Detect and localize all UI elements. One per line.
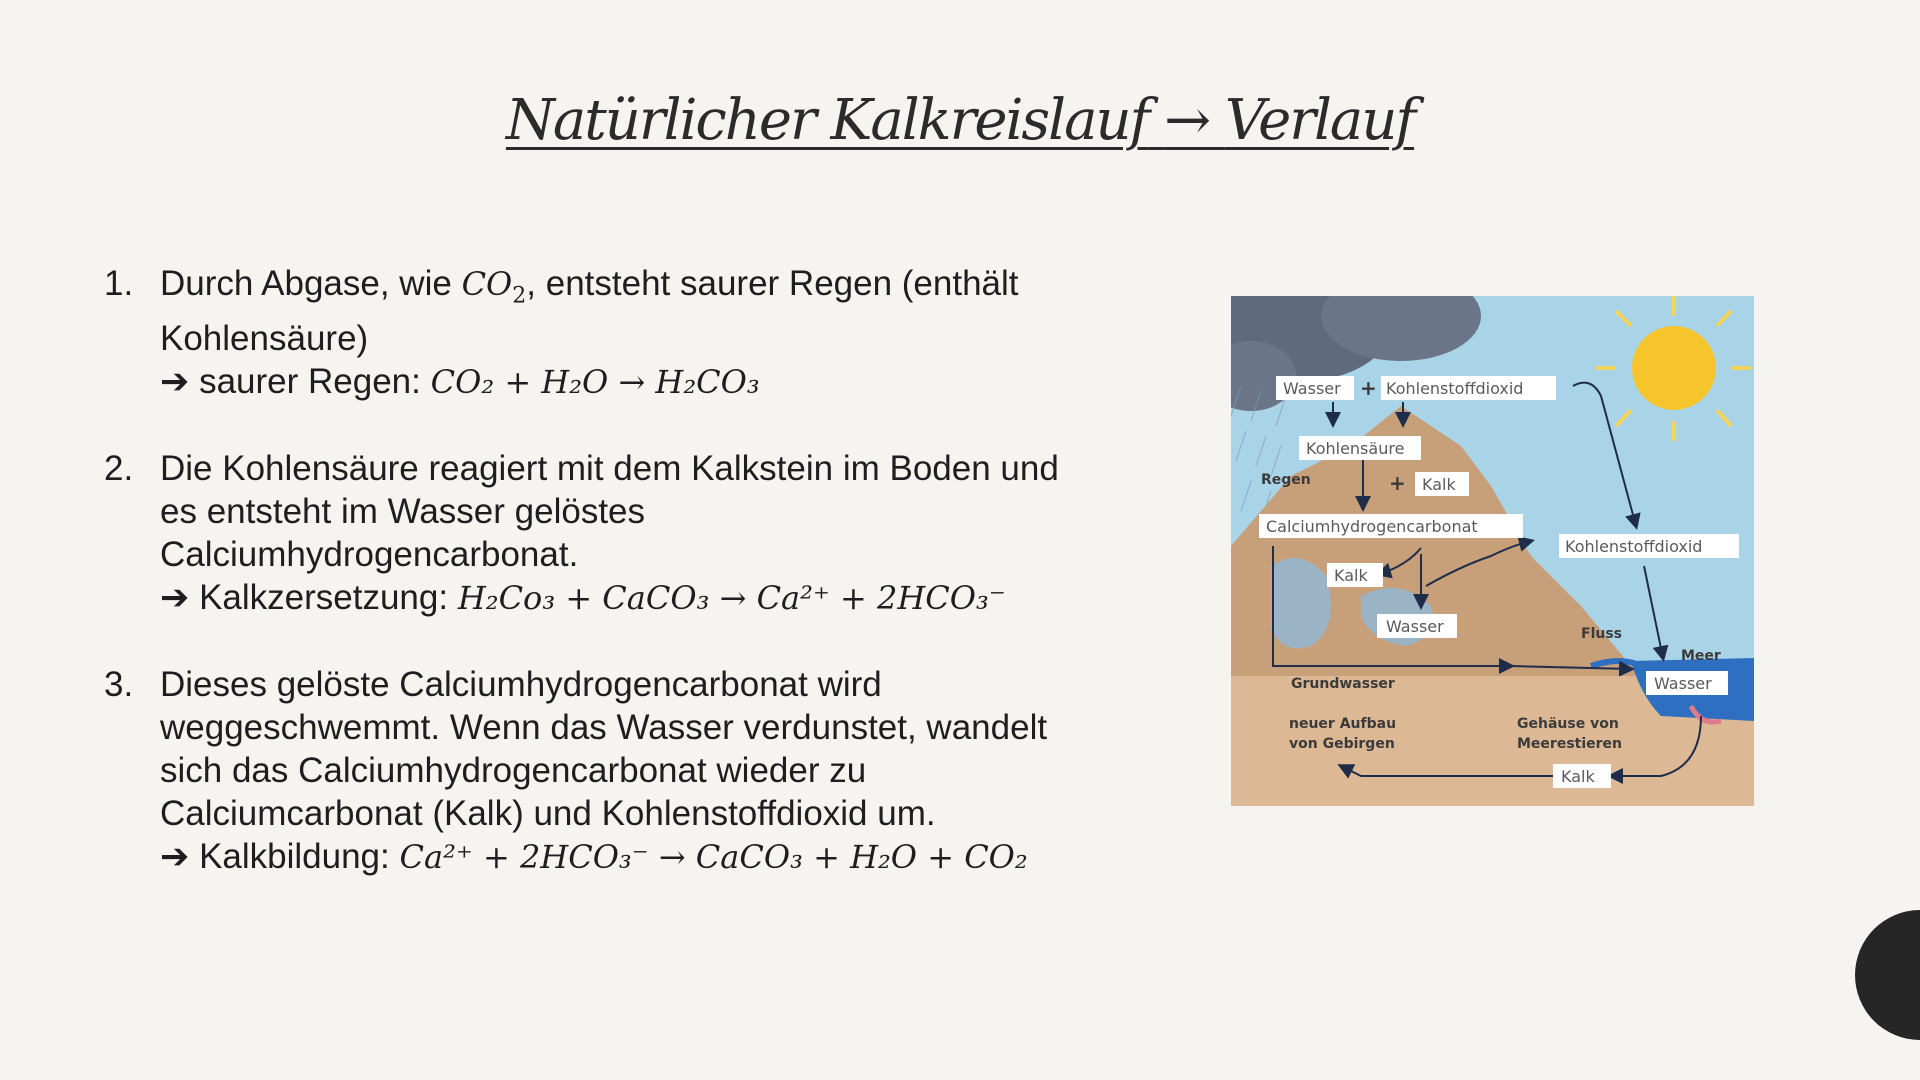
label-kalk: Kalk (1422, 475, 1456, 494)
title-suffix: Verlauf (1224, 88, 1415, 153)
reaction-label: saurer Regen: (199, 362, 421, 402)
label-fluss: Fluss (1581, 626, 1622, 642)
item-number: 3. (104, 665, 134, 705)
item-text: Dieses gelöste Calciumhydrogencarbonat wird weggeschwemmt. Wenn das Wasser verdunstet, wandelt sich das Calciumhydrogencarbonat wieder zu Calciumcarbonat (Kalk) und Kohlenstoffdioxid um. (160, 665, 1048, 834)
reaction-equation: CO₂ + H₂O → H₂CO₃ (430, 363, 760, 402)
numbered-list (104, 262, 1064, 922)
item-number: 2. (104, 449, 134, 489)
label-neuer-aufbau: neuer Aufbau (1289, 716, 1397, 732)
inline-formula: $CO_2$ (461, 265, 527, 309)
item-text: Durch Abgase, wie $CO_2$, entsteht saurer Regen (enthält Kohlensäure) (160, 264, 1019, 359)
page-title (0, 88, 1920, 153)
title-text: Natürlicher Kalkreislauf (505, 88, 1149, 153)
reaction-line (160, 360, 1064, 404)
arrow-icon: ➔ (160, 578, 190, 618)
label-meer: Meer (1681, 648, 1721, 664)
list-item (104, 663, 1064, 879)
page-nav-circle[interactable] (1855, 910, 1920, 1040)
label-kohlensaeure: Kohlensäure (1306, 439, 1405, 458)
list-item (104, 447, 1064, 620)
svg-text:+: + (1360, 376, 1377, 400)
label-gehaeuse: Gehäuse von (1517, 716, 1619, 732)
label-wasser: Wasser (1283, 379, 1341, 398)
list-item (104, 262, 1064, 404)
lime-cycle-diagram (1231, 296, 1754, 806)
label-wasser: Wasser (1654, 674, 1712, 693)
label-kalk: Kalk (1561, 767, 1595, 786)
label-regen: Regen (1261, 472, 1311, 488)
label-meerestieren: Meerestieren (1517, 736, 1623, 752)
label-calciumhydrogencarbonat: Calciumhydrogencarbonat (1266, 517, 1478, 536)
item-text: Die Kohlensäure reagiert mit dem Kalkstein im Boden und es entsteht im Wasser gelöstes Calciumhydrogencarbonat. (160, 449, 1059, 575)
label-kohlenstoffdioxid: Kohlenstoffdioxid (1386, 379, 1524, 398)
reaction-label: Kalkbildung: (199, 837, 390, 877)
label-kohlenstoffdioxid: Kohlenstoffdioxid (1565, 537, 1703, 556)
svg-text:+: + (1389, 471, 1406, 495)
title-arrow: → (1164, 88, 1209, 153)
reaction-equation: H₂Co₃ + CaCO₃ → Ca²⁺ + 2HCO₃⁻ (457, 579, 1006, 618)
label-grundwasser: Grundwasser (1291, 676, 1395, 692)
arrow-icon: ➔ (160, 837, 190, 877)
reaction-label: Kalkzersetzung: (199, 578, 449, 618)
label-kalk: Kalk (1334, 566, 1368, 585)
arrow-icon: ➔ (160, 362, 190, 402)
label-wasser: Wasser (1386, 617, 1444, 636)
reaction-line (160, 576, 1064, 620)
item-number: 1. (104, 264, 134, 303)
reaction-line (160, 835, 1064, 879)
reaction-equation: Ca²⁺ + 2HCO₃⁻ → CaCO₃ + H₂O + CO₂ (399, 838, 1028, 877)
label-von-gebirgen: von Gebirgen (1289, 736, 1395, 752)
cave-water (1271, 558, 1331, 649)
